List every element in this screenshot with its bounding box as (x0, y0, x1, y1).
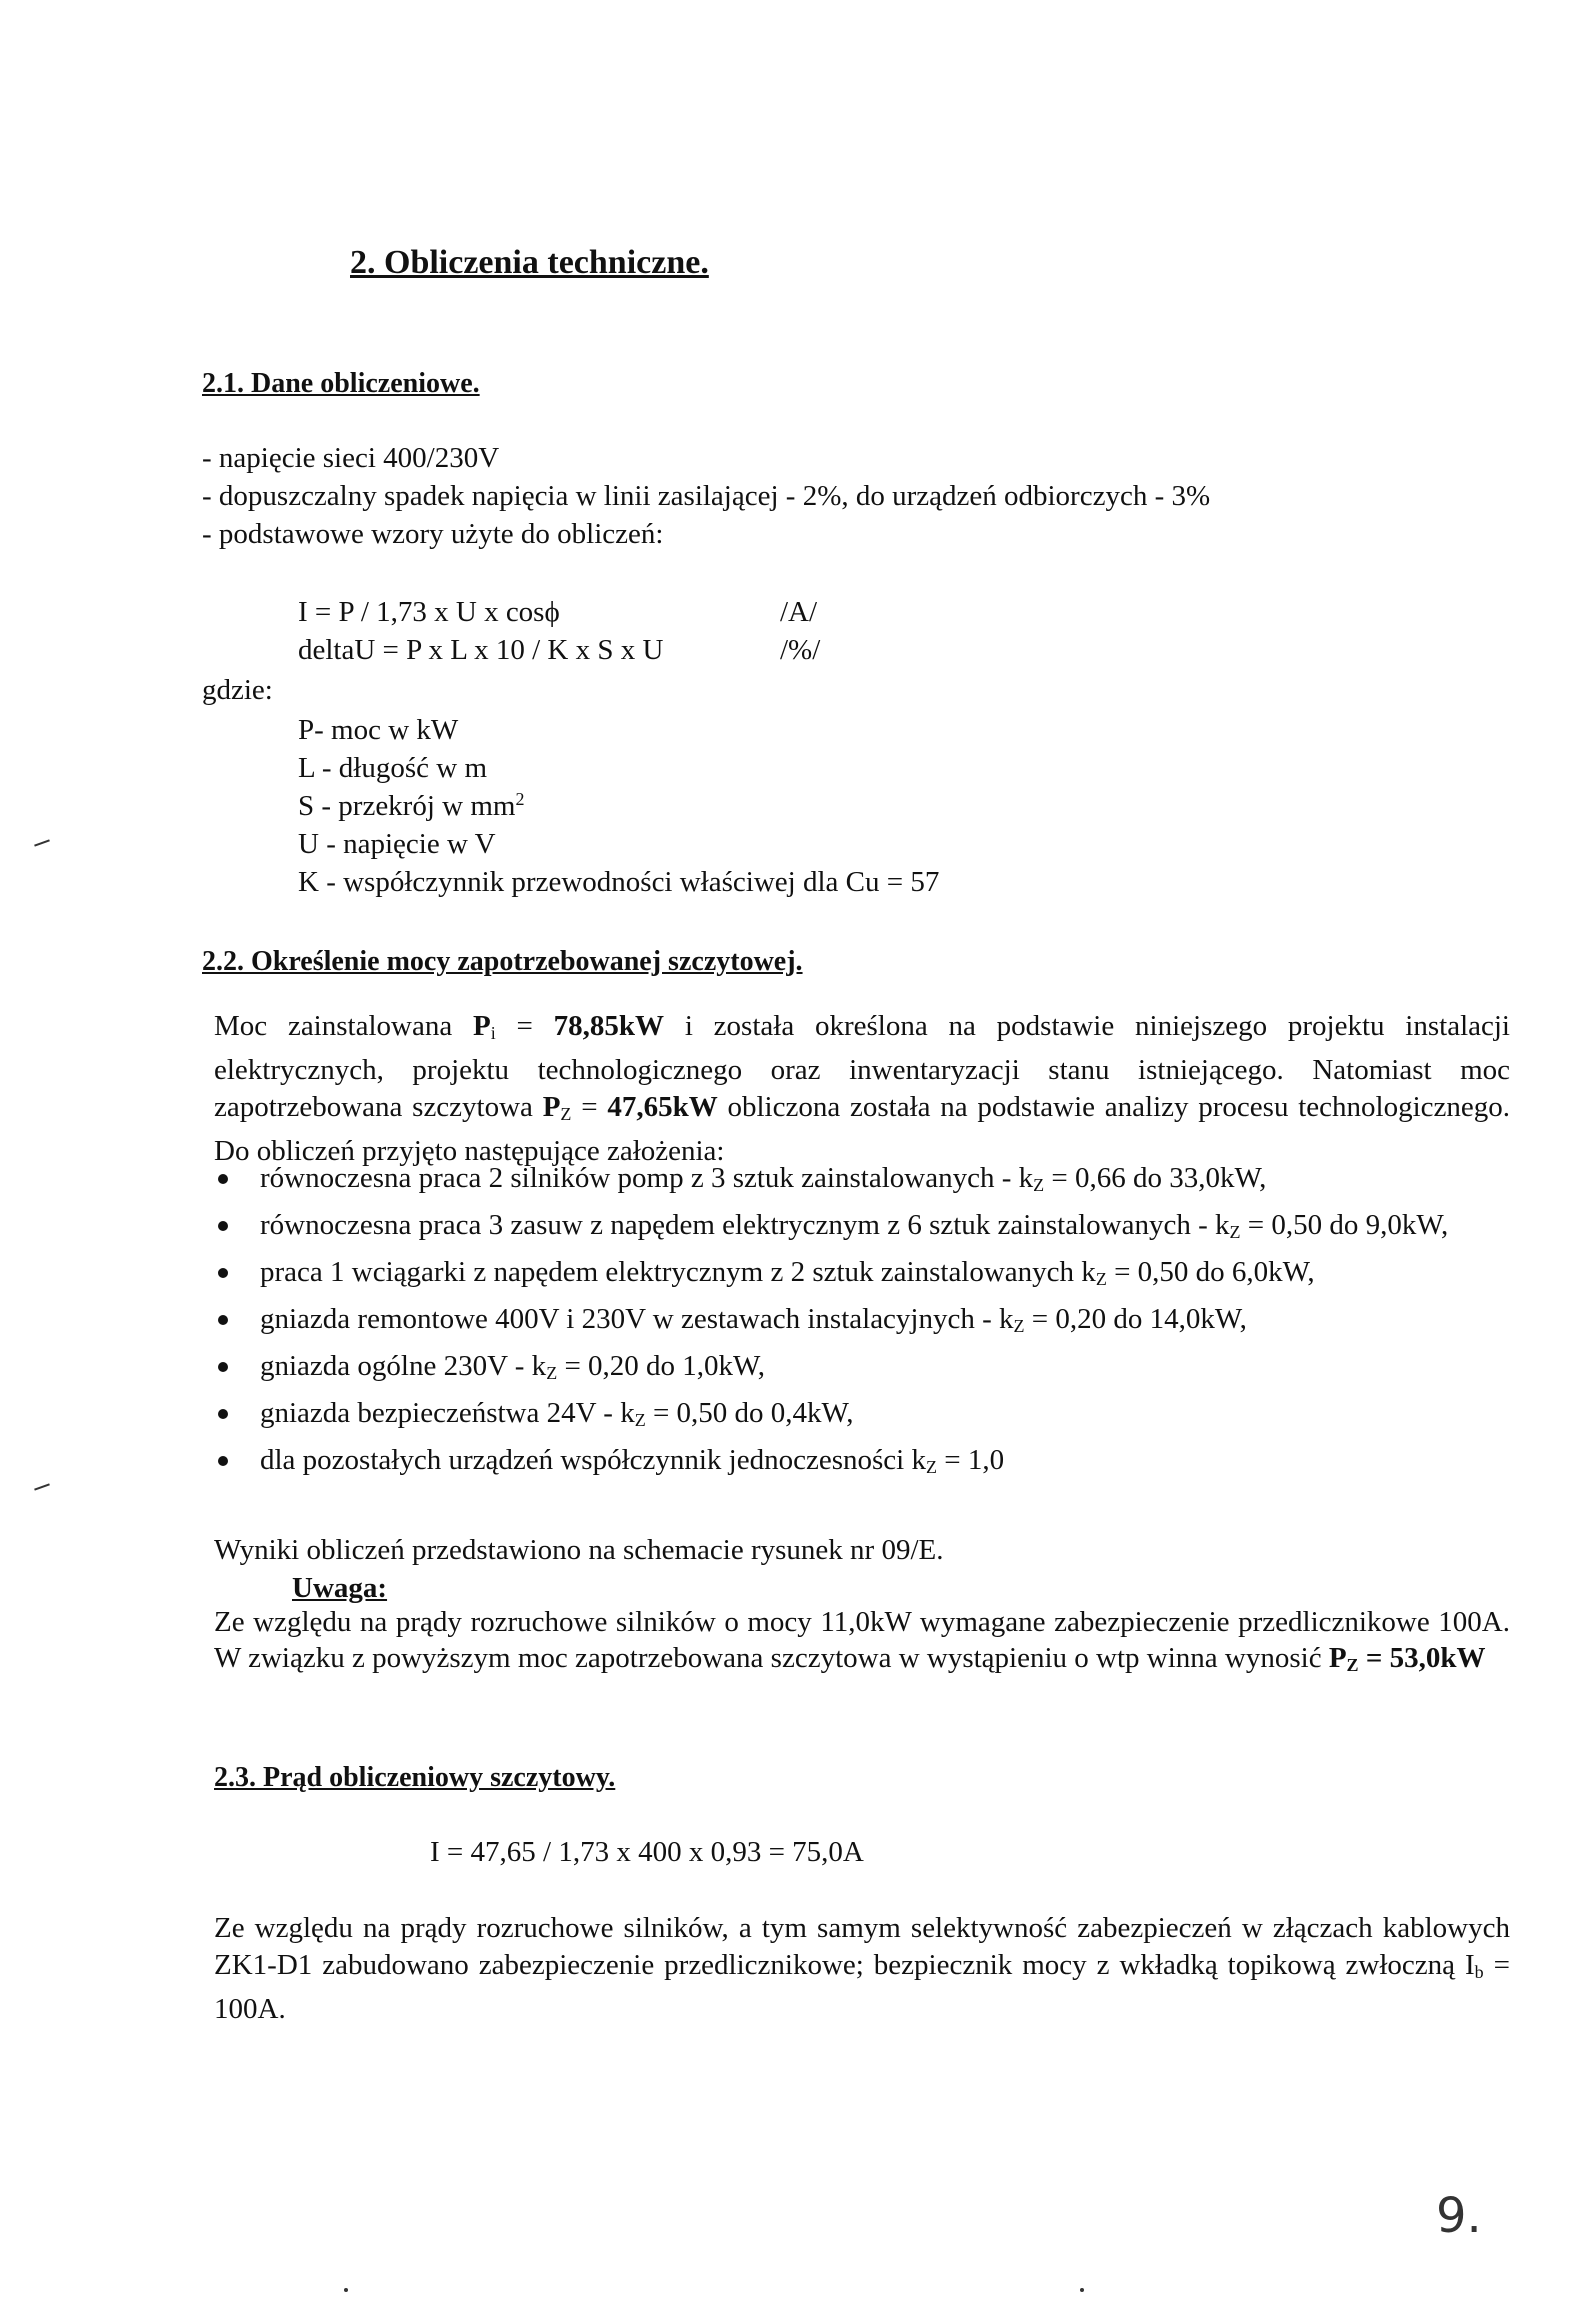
p1-value-2: 47,65kW (607, 1091, 718, 1123)
p1-eq-2: = (571, 1091, 608, 1123)
bullet-text: równoczesna praca 2 silników pomp z 3 sztuk zainstalowanych - k (260, 1162, 1034, 1194)
list-item (214, 1254, 1514, 1298)
line-spadek-napiecia: - dopuszczalny spadek napięcia w linii zasilającej - 2%, do urządzeń odbiorczych - 3% (202, 480, 1211, 512)
bullet-tail: = 0,66 do 33,0kW, (1044, 1162, 1267, 1194)
bullet-tail: = 0,50 do 0,4kW, (645, 1397, 854, 1429)
list-item (214, 1348, 1514, 1392)
p1-symbol: P (472, 1010, 491, 1042)
bullet-text: gniazda bezpieczeństwa 24V - k (260, 1397, 635, 1429)
def-k: K - współczynnik przewodności właściwej dla Cu = 57 (298, 866, 940, 898)
formula-peak-current: I = 47,65 / 1,73 x 400 x 0,93 = 75,0A (430, 1836, 864, 1868)
p1-b: i została określona na podstawie niniejszego projektu instalacji elektrycznych, projektu technologicznego oraz inwentaryzacji stanu istniejącego. Natomiast moc zapotrzebowana szczytowa (214, 1010, 1510, 1123)
list-item (214, 1442, 1514, 1486)
bullet-text: praca 1 wciągarki z napędem elektrycznym z 2 sztuk zainstalowanych k (260, 1256, 1096, 1288)
bullet-sub: Z (1033, 1175, 1045, 1195)
bullet-sub: Z (634, 1410, 646, 1430)
scan-mark (34, 839, 50, 846)
list-item (214, 1160, 1514, 1204)
list-item (214, 1207, 1514, 1251)
p1-symbol-sub: i (490, 1023, 496, 1043)
section-2-2-heading: 2.2. Określenie mocy zapotrzebowanej szczytowej. (202, 946, 803, 977)
bullet-text: gniazda remontowe 400V i 230V w zestawach instalacyjnych - k (260, 1303, 1014, 1335)
p1-a: Moc zainstalowana (214, 1010, 473, 1042)
bullet-sub: Z (1013, 1316, 1025, 1336)
selektywnosc-text: Ze względu na prądy rozruchowe silników, a tym samym selektywność zabezpieczeń w złączach kablowych ZK1-D1 zabudowano zabezpieczenie przedlicznikowe; bezpiecznik mocy z wkładką topikową zwłoczną I (214, 1912, 1510, 1981)
gdzie-label: gdzie: (202, 674, 273, 706)
def-s-text: S - przekrój w mm (298, 790, 516, 822)
selektywnosc-sub: b (1474, 1962, 1484, 1982)
bullet-tail: = 1,0 (936, 1444, 1005, 1476)
scan-mark (34, 1483, 50, 1490)
assumptions-list (214, 1160, 1514, 1489)
line-napiecie-sieci: - napięcie sieci 400/230V (202, 442, 500, 474)
bullet-text: dla pozostałych urządzeń współczynnik jednoczesności k (260, 1444, 926, 1476)
def-s (298, 788, 524, 824)
bullet-sub: Z (1229, 1222, 1241, 1242)
p1-value: 78,85kW (553, 1010, 665, 1042)
bullet-sub: Z (546, 1363, 558, 1383)
uwaga-symbol: P (1328, 1642, 1347, 1674)
section-2-3-heading: 2.3. Prąd obliczeniowy szczytowy. (214, 1762, 616, 1793)
def-s-superscript: 2 (515, 789, 525, 809)
formula-voltage-drop-unit: /%/ (780, 634, 821, 666)
scan-mark (344, 2288, 348, 2292)
def-l: L - długość w m (298, 752, 488, 784)
uwaga-symbol-sub: Z (1346, 1655, 1359, 1675)
page-title: 2. Obliczenia techniczne. (350, 244, 709, 281)
bullet-sub: Z (1095, 1269, 1107, 1289)
bullet-text: równoczesna praca 3 zasuw z napędem elektrycznym z 6 sztuk zainstalowanych - k (260, 1209, 1230, 1241)
p1-symbol-2: P (542, 1091, 561, 1123)
bullet-tail: = 0,50 do 9,0kW, (1240, 1209, 1449, 1241)
def-u: U - napięcie w V (298, 828, 496, 860)
bullet-text: gniazda ogólne 230V - k (260, 1350, 547, 1382)
uwaga-value: = 53,0kW (1358, 1642, 1486, 1674)
paragraph-uwaga (214, 1604, 1510, 1683)
uwaga-text: Ze względu na prądy rozruchowe silników o mocy 11,0kW wymagane zabezpieczenie przedlicznikowe 100A. W związku z powyższym moc zapotrzebowana szczytowa w wystąpieniu o wtp winna wynosić (214, 1606, 1510, 1674)
def-p: P- moc w kW (298, 714, 459, 746)
selektywnosc-tail: = 100A. (214, 1949, 1510, 2025)
list-item (214, 1395, 1514, 1439)
scan-mark (1080, 2288, 1084, 2292)
bullet-sub: Z (925, 1457, 937, 1477)
wyniki-line: Wyniki obliczeń przedstawiono na schemacie rysunek nr 09/E. (214, 1534, 944, 1566)
bullet-tail: = 0,20 do 14,0kW, (1024, 1303, 1247, 1335)
formula-current-unit: /A/ (780, 596, 818, 628)
bullet-tail: = 0,20 do 1,0kW, (557, 1350, 766, 1382)
paragraph-selektywnosc (214, 1910, 1510, 2028)
paragraph-moc (214, 1008, 1510, 1170)
formula-voltage-drop: deltaU = P x L x 10 / K x S x U (298, 634, 664, 666)
list-item (214, 1301, 1514, 1345)
p1-eq: = (495, 1010, 554, 1042)
p1-symbol-2-sub: Z (560, 1104, 572, 1124)
uwaga-label: Uwaga: (292, 1572, 388, 1604)
page-number: 9. (1436, 2188, 1482, 2244)
formula-current: I = P / 1,73 x U x cosϕ (298, 596, 560, 628)
p1-c: obliczona została na podstawie analizy procesu technologicznego. Do obliczeń przyjęto następujące założenia: (214, 1091, 1510, 1167)
bullet-tail: = 0,50 do 6,0kW, (1106, 1256, 1315, 1288)
section-2-1-heading: 2.1. Dane obliczeniowe. (202, 368, 480, 399)
line-wzory: - podstawowe wzory użyte do obliczeń: (202, 518, 664, 550)
